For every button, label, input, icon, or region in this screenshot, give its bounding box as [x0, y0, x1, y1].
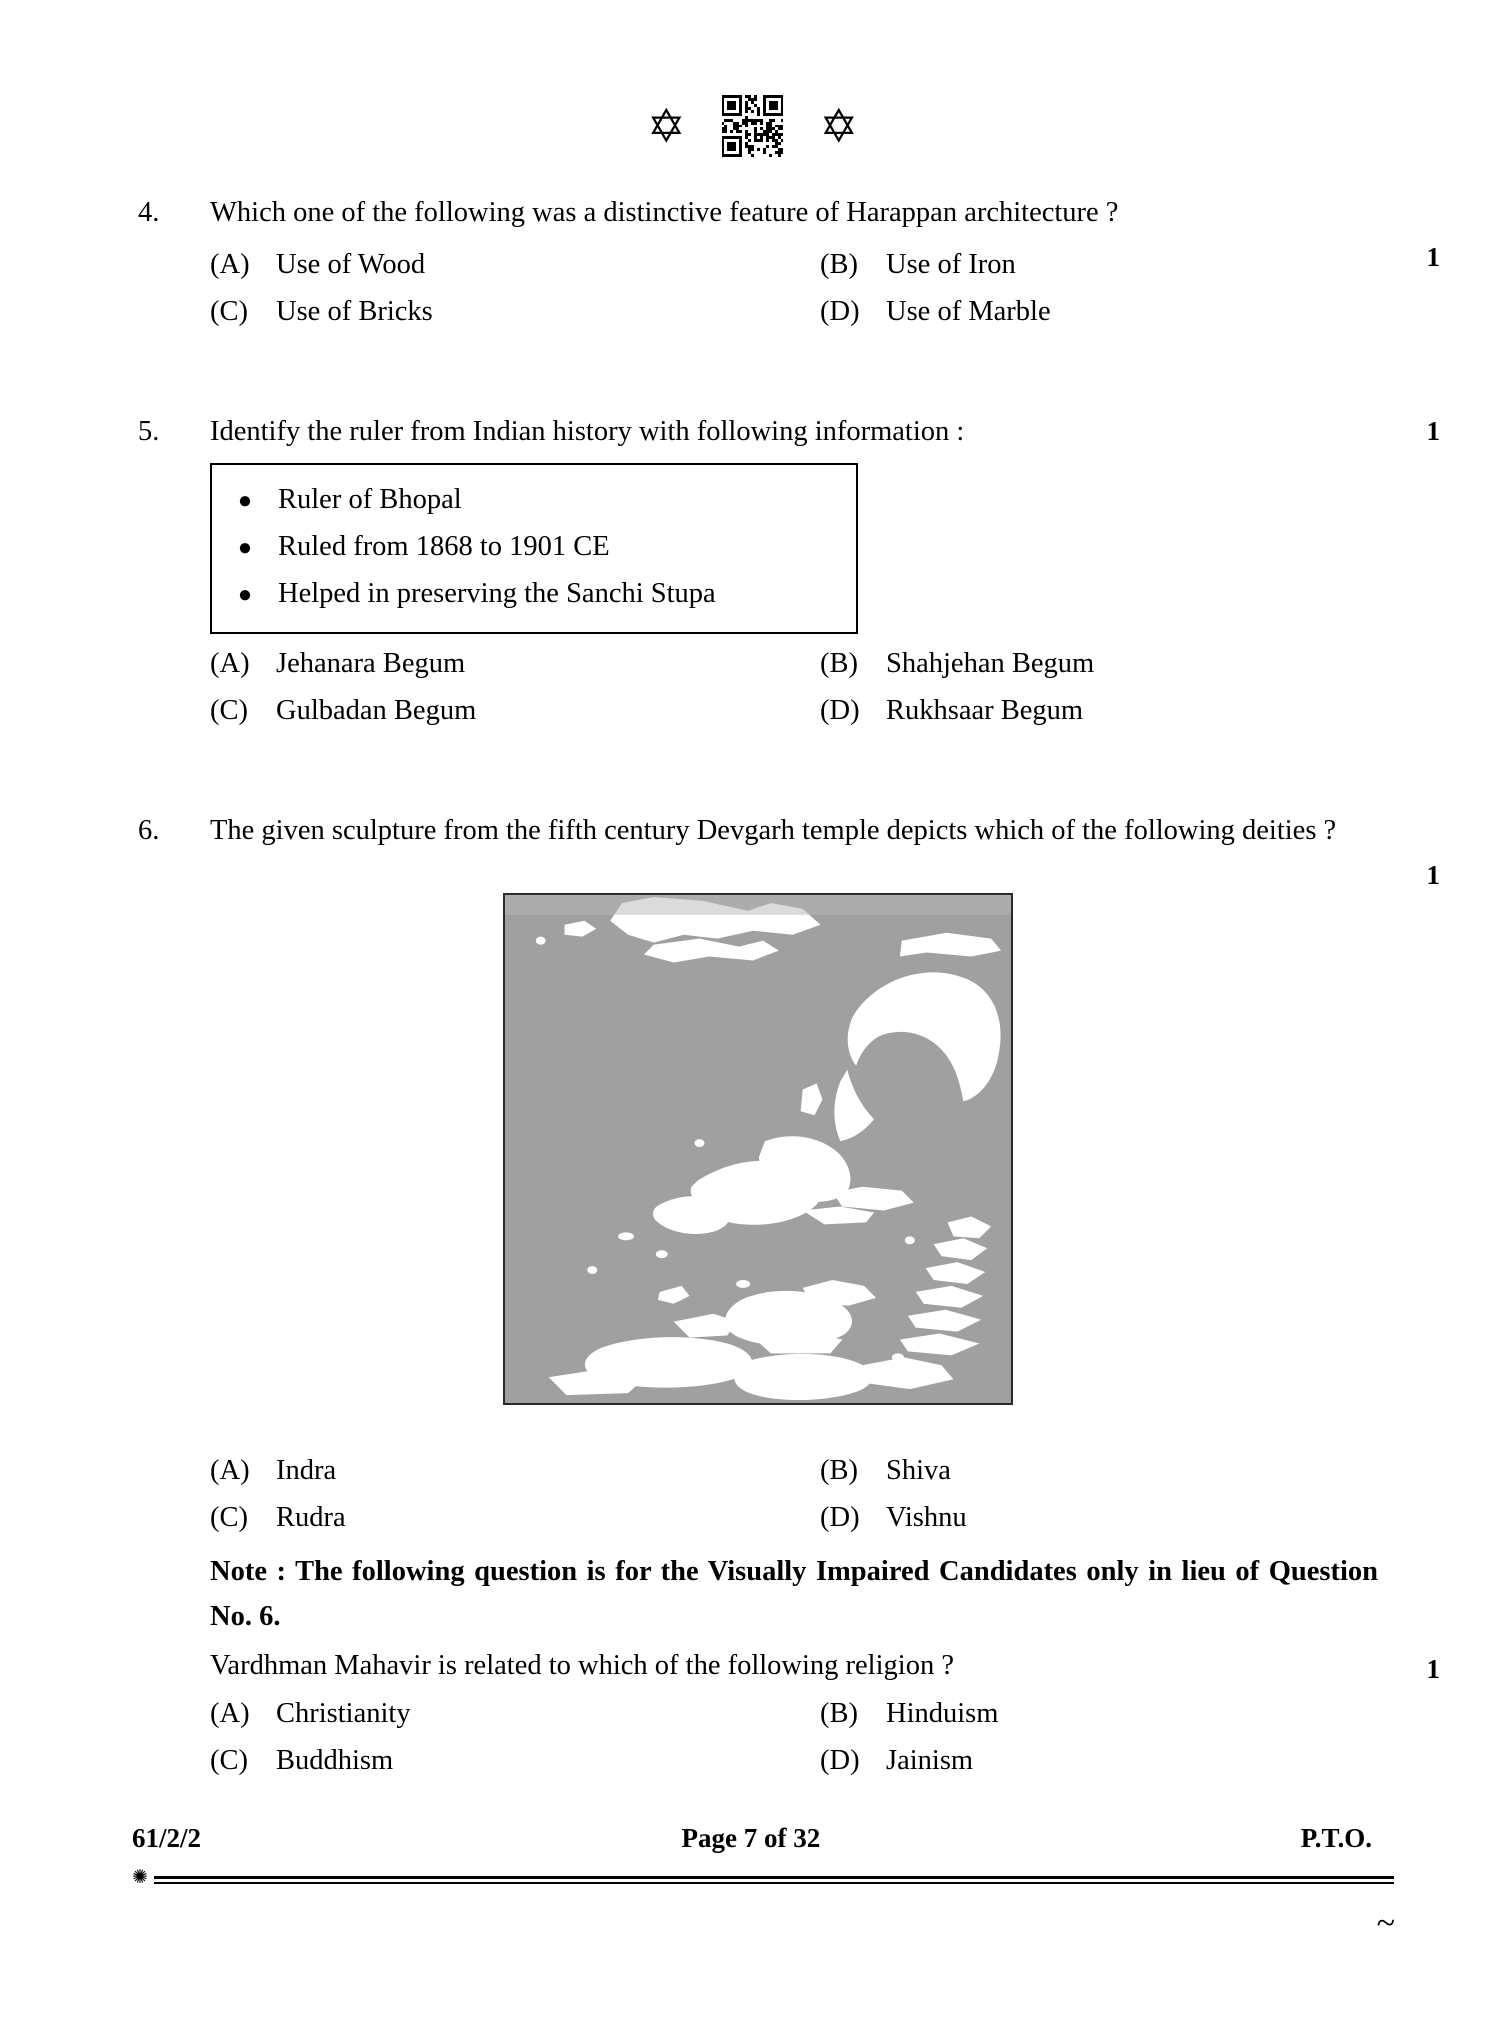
option-b-text: Shiva	[886, 1455, 951, 1486]
question-5-options	[210, 640, 1378, 734]
option-b-text: Shahjehan Begum	[886, 648, 1095, 679]
info-bullet-item	[212, 477, 856, 524]
spacer	[138, 335, 1378, 409]
question-4-text: Which one of the following was a distinctive feature of Harappan architecture ?	[210, 197, 1119, 228]
bullet-icon: ●	[237, 488, 253, 514]
option-d-key: (D)	[820, 1502, 860, 1533]
option-a-key: (A)	[210, 1698, 250, 1729]
question-6-text: The given sculpture from the fifth century Devgarh temple depicts which of the following deities ?	[210, 815, 1337, 846]
option-d[interactable]	[820, 687, 1378, 734]
question-5-marks: 1	[1426, 416, 1440, 446]
option-a[interactable]	[210, 1690, 820, 1737]
visually-impaired-question-text: Vardhman Mahavir is related to which of the following religion ?	[210, 1650, 954, 1681]
spacer	[138, 734, 1378, 808]
pto-label: P.T.O.	[1300, 1823, 1372, 1853]
option-row	[210, 241, 1378, 288]
question-6	[138, 808, 1440, 1541]
info-bullet-text: Ruled from 1868 to 1901 CE	[278, 531, 610, 562]
visually-impaired-question-marks: 1	[1426, 1654, 1440, 1684]
option-row	[210, 1447, 1378, 1494]
option-c-key: (C)	[210, 1502, 248, 1533]
info-bullet-text: Helped in preserving the Sanchi Stupa	[278, 578, 716, 609]
question-5	[138, 409, 1440, 734]
tilde-mark: ~	[1376, 1905, 1395, 1942]
option-a-key: (A)	[210, 648, 250, 679]
question-5-number: 5.	[138, 416, 160, 447]
option-c-key: (C)	[210, 296, 248, 327]
footer-rule	[132, 1866, 1394, 1888]
option-c[interactable]	[210, 687, 820, 734]
option-a-key: (A)	[210, 249, 250, 280]
option-d[interactable]	[820, 1494, 1378, 1541]
option-d-key: (D)	[820, 1745, 860, 1776]
option-a-text: Jehanara Begum	[276, 648, 466, 679]
option-c[interactable]	[210, 1737, 820, 1784]
option-a[interactable]	[210, 241, 820, 288]
question-6-number: 6.	[138, 815, 160, 846]
option-a-text: Christianity	[276, 1698, 411, 1729]
info-bullet-text: Ruler of Bhopal	[278, 484, 462, 515]
footer-rule-line-top	[154, 1876, 1394, 1879]
option-a[interactable]	[210, 1447, 820, 1494]
option-d-text: Jainism	[886, 1745, 974, 1776]
question-4-marks: 1	[1426, 242, 1440, 272]
option-c-text: Buddhism	[276, 1745, 394, 1776]
option-b[interactable]	[820, 241, 1378, 288]
option-c[interactable]	[210, 1494, 820, 1541]
qr-code-icon	[722, 95, 784, 157]
option-row	[210, 1737, 1378, 1784]
option-row	[210, 687, 1378, 734]
option-d[interactable]	[820, 288, 1378, 335]
option-b-key: (B)	[820, 1698, 858, 1729]
info-bullet-item	[212, 524, 856, 571]
question-4-options	[210, 241, 1378, 335]
option-d-text: Vishnu	[886, 1502, 967, 1533]
option-b[interactable]	[820, 1447, 1378, 1494]
star-of-david-icon-left: ✡	[646, 99, 686, 153]
visually-impaired-options	[210, 1690, 1378, 1784]
question-list	[138, 190, 1440, 1784]
option-d-text: Rukhsaar Begum	[886, 695, 1084, 726]
option-b-key: (B)	[820, 249, 858, 280]
info-bullet-item	[212, 571, 856, 618]
flower-dot-icon: ✺	[132, 1866, 148, 1888]
option-b[interactable]	[820, 1690, 1378, 1737]
option-c-text: Gulbadan Begum	[276, 695, 477, 726]
option-b-text: Use of Iron	[886, 249, 1016, 280]
bullet-icon: ●	[237, 535, 253, 561]
option-c-key: (C)	[210, 1745, 248, 1776]
page-footer	[132, 1823, 1372, 1854]
option-b-key: (B)	[820, 1455, 858, 1486]
option-c[interactable]	[210, 288, 820, 335]
visually-impaired-question	[138, 1643, 1440, 1784]
option-a[interactable]	[210, 640, 820, 687]
bullet-icon: ●	[237, 582, 253, 608]
option-d-key: (D)	[820, 695, 860, 726]
option-c-text: Rudra	[276, 1502, 346, 1533]
option-b-text: Hinduism	[886, 1698, 999, 1729]
option-a-key: (A)	[210, 1455, 250, 1486]
option-b-key: (B)	[820, 648, 858, 679]
star-of-david-icon-right: ✡	[819, 99, 859, 153]
sculpture-image	[503, 893, 1013, 1405]
option-row	[210, 288, 1378, 335]
question-6-figure-wrap	[138, 893, 1378, 1405]
question-6-marks: 1	[1426, 860, 1440, 890]
visually-impaired-note: Note : The following question is for the Visually Impaired Candidates only in lieu of Question No. 6.	[210, 1556, 1378, 1632]
page-number-label: Page 7 of 32	[681, 1823, 821, 1853]
option-a-text: Indra	[276, 1455, 337, 1486]
option-row	[210, 1690, 1378, 1737]
footer-rule-line-bottom	[154, 1882, 1394, 1884]
option-row	[210, 1494, 1378, 1541]
option-d-text: Use of Marble	[886, 296, 1051, 327]
question-5-text: Identify the ruler from Indian history with following information :	[210, 416, 965, 447]
option-b[interactable]	[820, 640, 1378, 687]
question-6-options	[210, 1447, 1378, 1541]
paper-code: 61/2/2	[132, 1823, 202, 1853]
option-c-text: Use of Bricks	[276, 296, 433, 327]
question-4	[138, 190, 1440, 335]
option-d-key: (D)	[820, 296, 860, 327]
question-4-number: 4.	[138, 197, 160, 228]
option-c-key: (C)	[210, 695, 248, 726]
page-header	[0, 95, 1505, 157]
option-d[interactable]	[820, 1737, 1378, 1784]
option-row	[210, 640, 1378, 687]
option-a-text: Use of Wood	[276, 249, 426, 280]
question-5-info-box	[210, 463, 858, 634]
